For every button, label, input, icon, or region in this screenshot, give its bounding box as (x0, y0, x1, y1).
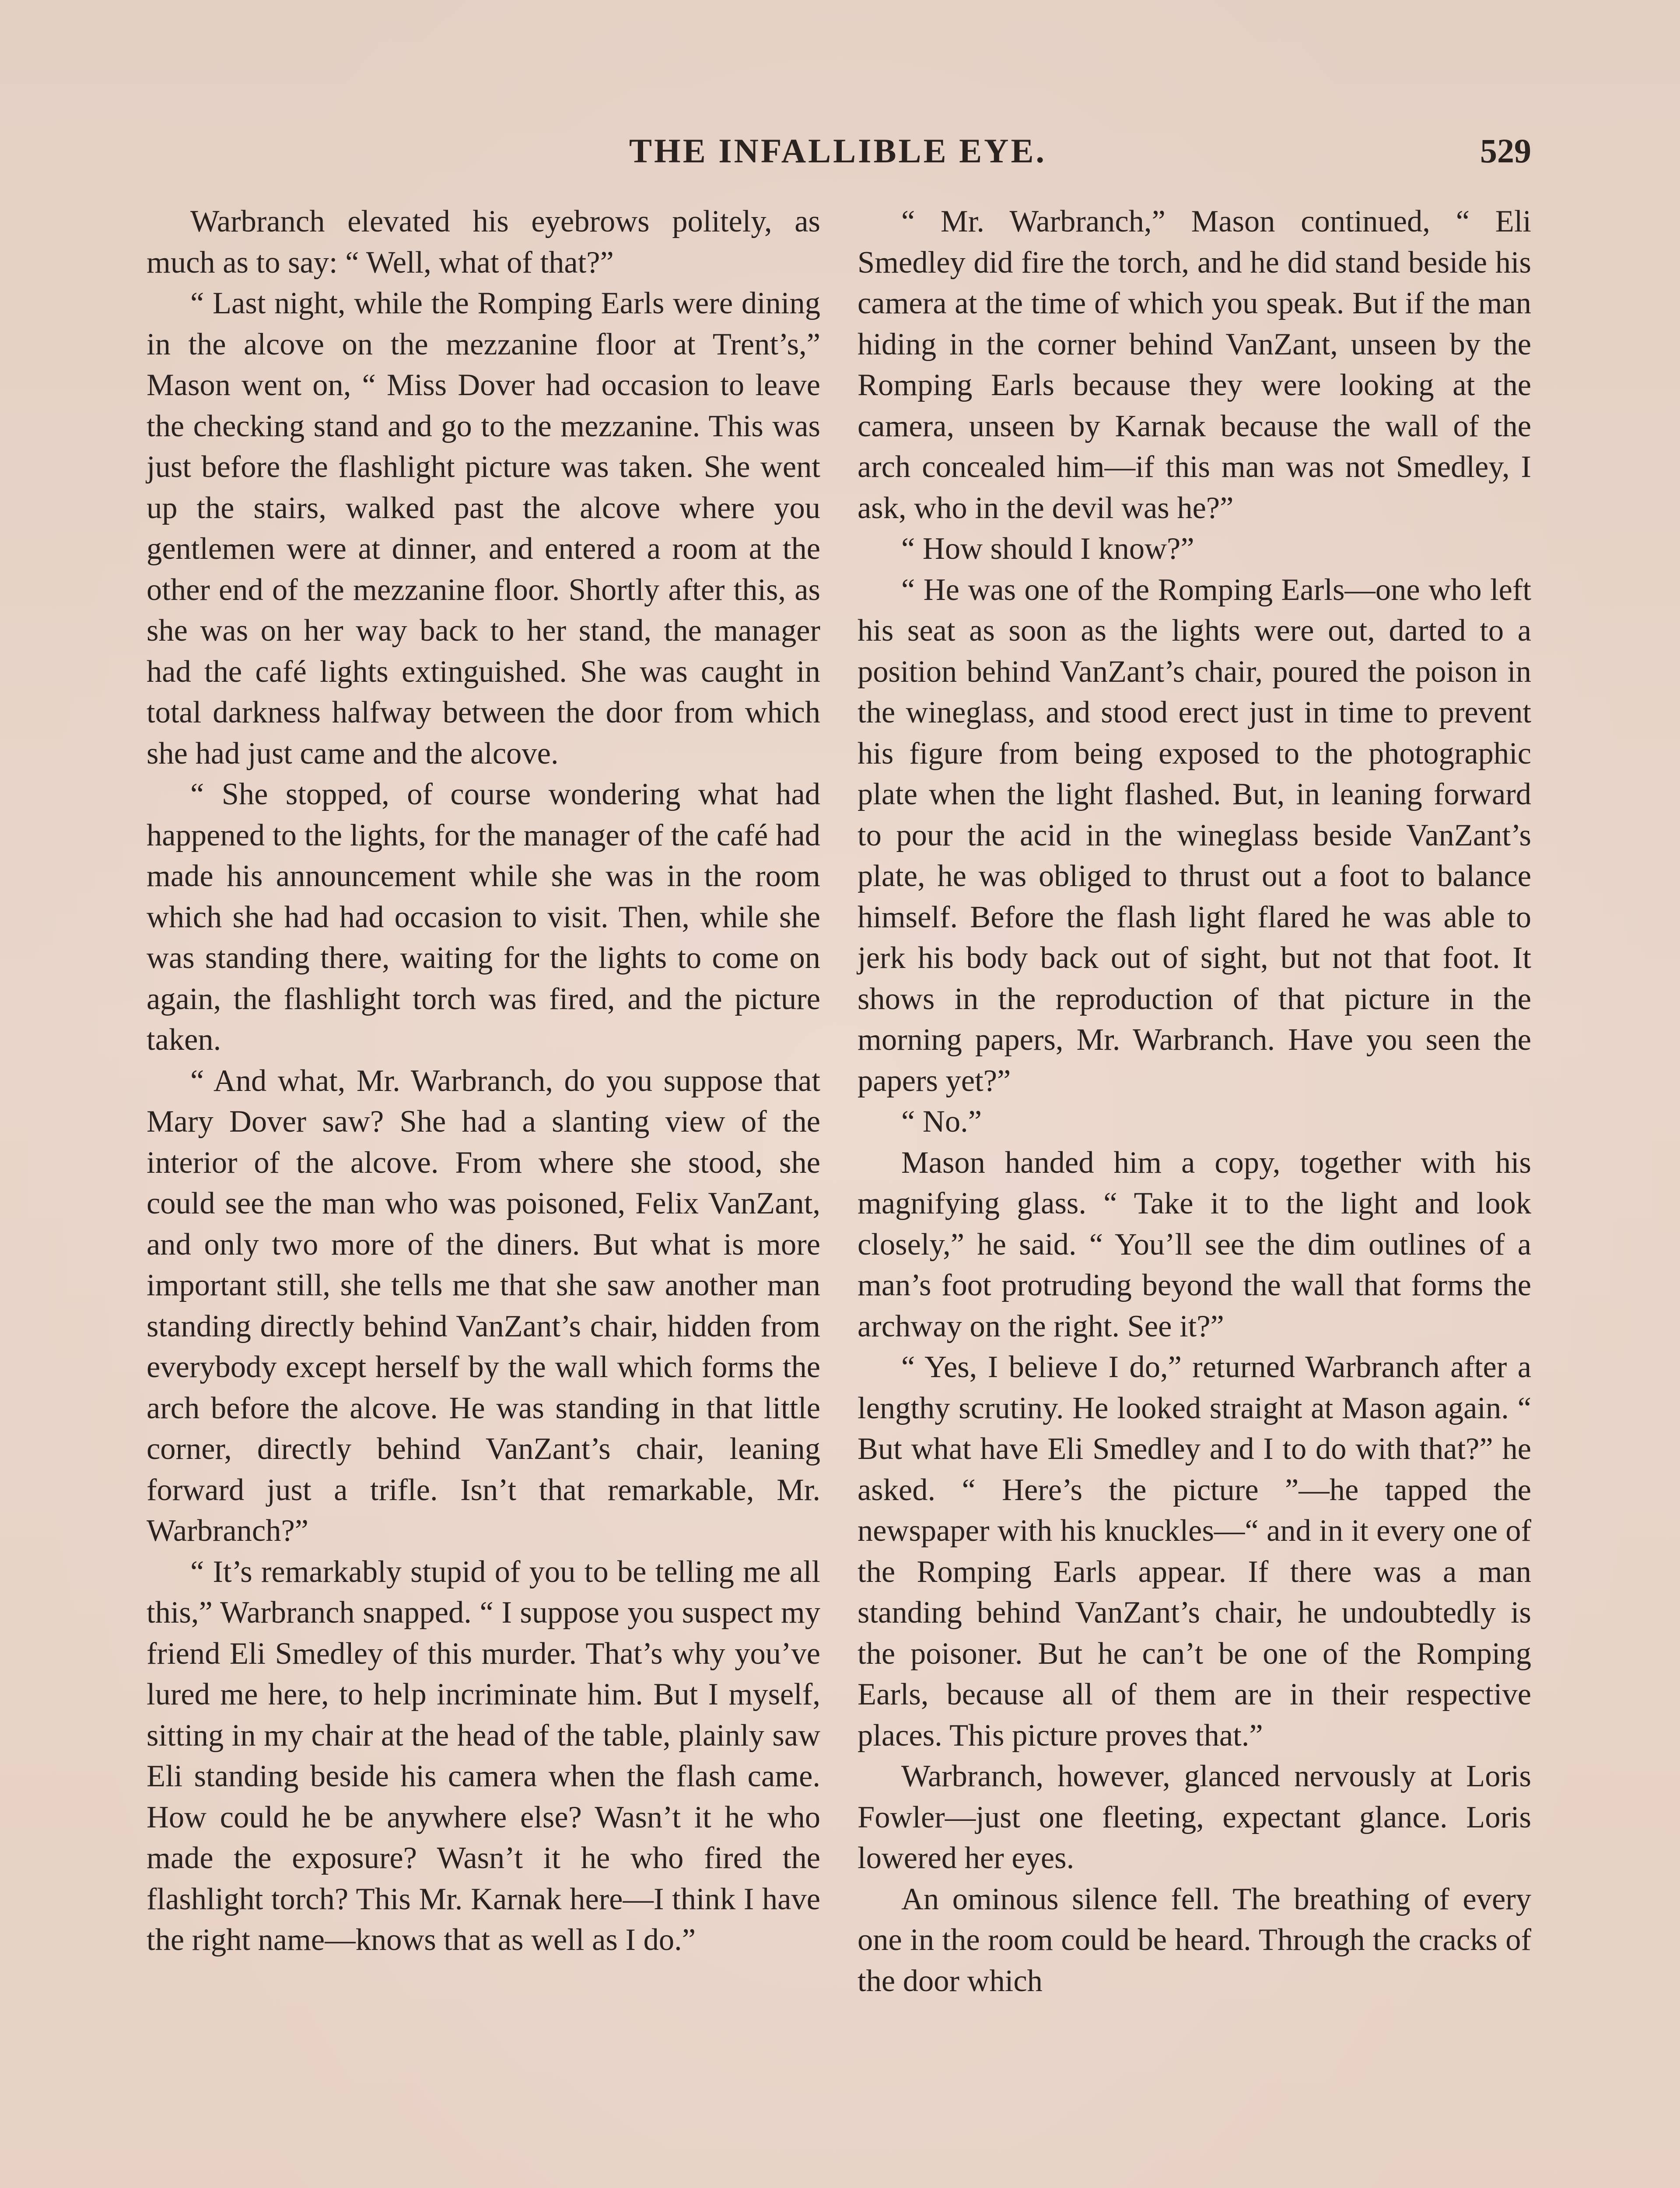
paragraph: Warbranch, however, glanced nervously at Loris Fowler—just one fleeting, expectant glance. Loris lowered her eyes. (858, 1759, 1531, 1875)
paragraph: “ Last night, while the Romping Earls were dining in the alcove on the mezzanine floor at Trent’s,” Mason went on, “ Miss Dover had occasion to leave the checking stand and go to the mezzanine. This was just before the flashlight picture was taken. She went up the stairs, walked past the alcove where you gentlemen were at dinner, and entered a room at the other end of the mezzanine floor. Shortly after this, as she was on her way back to her stand, the manager had the café lights extinguished. She was caught in total darkness halfway between the door from which she had just came and the alcove. (147, 286, 820, 771)
paragraph: Warbranch elevated his eyebrows politely, as much as to say: “ Well, what of that?” (147, 204, 820, 280)
paragraph: “ No.” (901, 1105, 982, 1139)
paragraph: “ How should I know?” (901, 532, 1194, 566)
paragraph: “ Yes, I believe I do,” returned Warbranch after a lengthy scrutiny. He looked straight at Mason again. “ But what have Eli Smedley and I to do with that?” he asked. “ Here’s the picture ”—he tapped the newspaper with his knuckles—“ and in it every one of the Romping Earls appear. If there was a man standing behind VanZant’s chair, he undoubtedly is the poisoner. But he can’t be one of the Romping Earls, because all of them are in their respective places. This picture proves that.” (858, 1350, 1531, 1753)
paragraph: “ He was one of the Romping Earls—one who left his seat as soon as the lights were out, darted to a position behind VanZant’s chair, poured the poison in the wineglass, and stood erect just in time to prevent his figure from being exposed to the photographic plate when the light flashed. But, in leaning forward to pour the acid in the wineglass beside VanZant’s plate, he was obliged to thrust out a foot to balance himself. Before the flash light flared he was able to jerk his body back out of sight, but not that foot. It shows in the reproduction of that picture in the morning papers, Mr. Warbranch. Have you seen the papers yet?” (858, 572, 1531, 1098)
right-column (858, 201, 1531, 2002)
running-head (144, 131, 1531, 179)
paragraph: “ And what, Mr. Warbranch, do you suppose that Mary Dover saw? She had a slanting view of the interior of the alcove. From where she stood, she could see the man who was poisoned, Felix VanZant, and only two more of the diners. But what is more important still, she tells me that she saw another man standing directly behind VanZant’s chair, hidden from everybody except herself by the wall which forms the arch before the alcove. He was standing in that little corner, directly behind VanZant’s chair, leaning forward just a trifle. Isn’t that remarkable, Mr. Warbranch?” (147, 1063, 820, 1548)
left-column (147, 201, 820, 1961)
paragraph: Mason handed him a copy, together with his magnifying glass. “ Take it to the light and look closely,” he said. “ You’ll see the dim outlines of a man’s foot protruding beyond the wall that forms the archway on the right. See it?” (858, 1145, 1531, 1343)
paragraph: “ Mr. Warbranch,” Mason continued, “ Eli Smedley did fire the torch, and he did stand beside his camera at the time of which you speak. But if the man hiding in the corner behind VanZant, unseen by the Romping Earls because they were looking at the camera, unseen by Karnak because the wall of the arch concealed him—if this man was not Smedley, I ask, who in the devil was he?” (858, 204, 1531, 525)
paragraph: “ She stopped, of course wondering what had happened to the lights, for the manager of the café had made his announcement while she was in the room which she had had occasion to visit. Then, while she was standing there, waiting for the lights to come on again, the flashlight torch was fired, and the picture taken. (147, 777, 820, 1057)
page-number: 529 (1480, 132, 1531, 170)
paragraph: An ominous silence fell. The breathing of every one in the room could be heard. Through the cracks of the door which (858, 1882, 1531, 1998)
running-title: THE INFALLIBLE EYE. (629, 132, 1046, 170)
paragraph: “ It’s remarkably stupid of you to be telling me all this,” Warbranch snapped. “ I suppose you suspect my friend Eli Smedley of this murder. That’s why you’ve lured me here, to help incriminate him. But I myself, sitting in my chair at the head of the table, plainly saw Eli standing beside his camera when the flash came. How could he be anywhere else? Wasn’t it he who made the exposure? Wasn’t it he who fired the flashlight torch? This Mr. Karnak here—I think I have the right name—knows that as well as I do.” (147, 1554, 820, 1957)
